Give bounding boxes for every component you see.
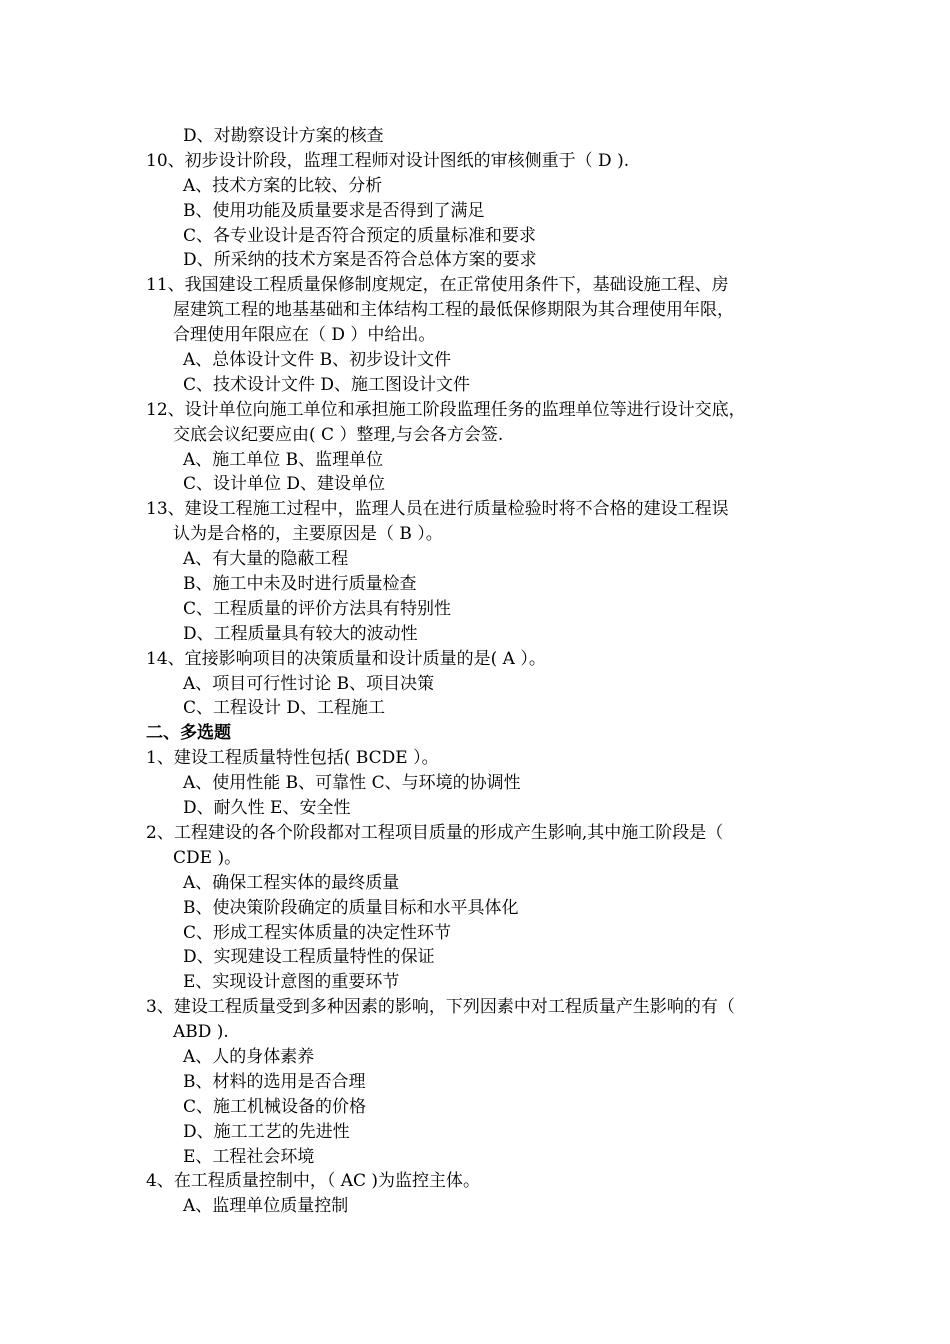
option-line: A、技术方案的比较、分析 <box>183 175 383 196</box>
question-continuation-line: 认为是合格的，主要原因是（ B ）。 <box>173 524 443 545</box>
option-line: A、使用性能 B、可靠性 C、与环境的协调性 <box>183 773 521 794</box>
question-continuation-line: ABD ). <box>173 1022 229 1043</box>
question-continuation-line: 交底会议纪要应由( C ）整理,与会各方会签. <box>173 424 504 445</box>
option-line: D、所采纳的技术方案是否符合总体方案的要求 <box>183 250 537 271</box>
option-line: C、各专业设计是否符合预定的质量标准和要求 <box>183 225 537 246</box>
option-line: A、确保工程实体的最终质量 <box>183 872 400 893</box>
question-continuation-line: 屋建筑工程的地基基础和主体结构工程的最低保修期限为其合理使用年限， <box>173 300 734 321</box>
option-line: E、实现设计意图的重要环节 <box>183 972 400 993</box>
question-continuation-line: CDE )。 <box>173 847 242 868</box>
option-line: C、工程设计 D、工程施工 <box>183 698 386 719</box>
option-line: C、施工机械设备的价格 <box>183 1096 367 1117</box>
option-line: C、形成工程实体质量的决定性环节 <box>183 922 452 943</box>
question-line: 10、初步设计阶段，监理工程师对设计图纸的审核侧重于（ D ). <box>146 150 630 171</box>
question-line: 13、建设工程施工过程中，监理人员在进行质量检验时将不合格的建设工程误 <box>146 499 729 520</box>
document-body <box>146 124 826 1219</box>
option-line: D、施工工艺的先进性 <box>183 1121 350 1142</box>
question-line: 4、在工程质量控制中，（ AC )为监控主体。 <box>146 1171 481 1192</box>
question-line: 14、宜接影响项目的决策质量和设计质量的是( A ）。 <box>146 648 546 669</box>
option-line: E、工程社会环境 <box>183 1146 315 1167</box>
option-line: A、人的身体素养 <box>183 1046 315 1067</box>
section-heading: 二、多选题 <box>146 723 231 744</box>
option-line: B、使用功能及质量要求是否得到了满足 <box>183 200 485 221</box>
option-line: A、施工单位 B、监理单位 <box>183 449 384 470</box>
question-continuation-line: 合理使用年限应在（ D ）中给出。 <box>173 325 436 346</box>
question-line: 12、设计单位向施工单位和承担施工阶段监理任务的监理单位等进行设计交底， <box>146 399 746 420</box>
option-line: C、工程质量的评价方法具有特别性 <box>183 598 452 619</box>
option-line: A、项目可行性讨论 B、项目决策 <box>183 673 435 694</box>
question-line: 3、建设工程质量受到多种因素的影响，下列因素中对工程质量产生影响的有（ <box>146 997 735 1018</box>
option-line: A、有大量的隐蔽工程 <box>183 549 349 570</box>
question-line: 1、建设工程质量特性包括( BCDE ）。 <box>146 748 439 769</box>
question-line: 2、工程建设的各个阶段都对工程项目质量的形成产生影响,其中施工阶段是（ <box>146 822 724 843</box>
option-line: B、材料的选用是否合理 <box>183 1071 366 1092</box>
option-line: C、设计单位 D、建设单位 <box>183 474 386 495</box>
option-line: D、耐久性 E、安全性 <box>183 798 351 819</box>
option-line: B、施工中未及时进行质量检查 <box>183 574 417 595</box>
option-line: D、工程质量具有较大的波动性 <box>183 623 418 644</box>
option-line: D、实现建设工程质量特性的保证 <box>183 947 435 968</box>
option-line: A、总体设计文件 B、初步设计文件 <box>183 350 452 371</box>
option-line: A、监理单位质量控制 <box>183 1196 349 1217</box>
option-line: C、技术设计文件 D、施工图设计文件 <box>183 374 471 395</box>
question-line: 11、我国建设工程质量保修制度规定，在正常使用条件下，基础设施工程、房 <box>146 275 729 296</box>
option-line: D、对勘察设计方案的核查 <box>183 126 384 146</box>
option-line: B、使决策阶段确定的质量目标和水平具体化 <box>183 897 519 918</box>
